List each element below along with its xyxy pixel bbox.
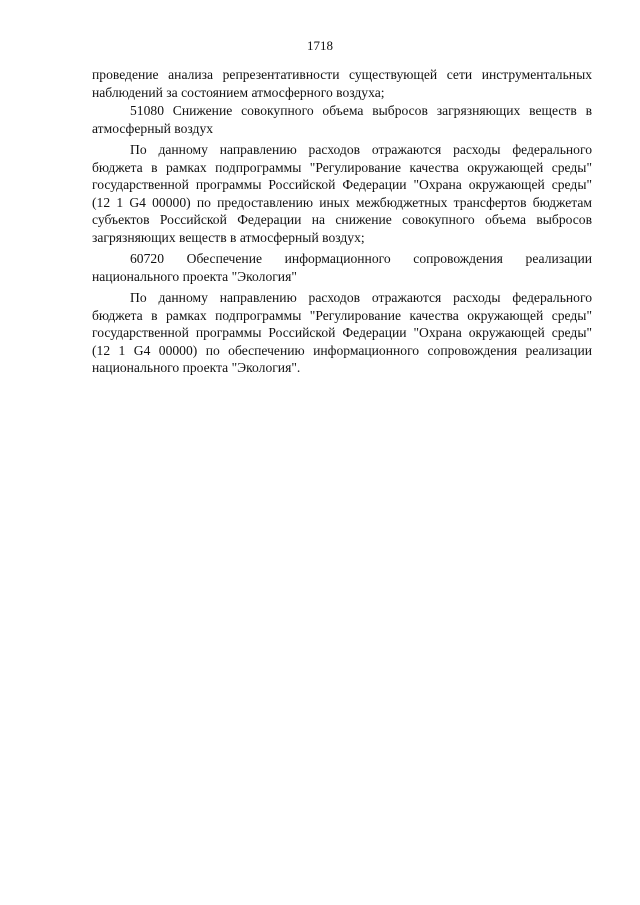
paragraph-code-51080-heading: 51080 Снижение совокупного объема выбросов загрязняющих веществ в атмосферный воздух [92,103,592,136]
page-number: 1718 [307,38,333,53]
paragraph-code-60720-description: По данному направлению расходов отражаются расходы федерального бюджета в рамках подпрограммы "Регулирование качества окружающей среды" государственной программы Российской Федерации "Охрана окружающей среды" (12 1 G4 00000) по обеспечению информационного сопровождения реализации национального проекта "Экология". [92,290,592,375]
paragraph-code-51080-description: По данному направлению расходов отражаются расходы федерального бюджета в рамках подпрограммы "Регулирование качества окружающей среды" государственной программы Российской Федерации "Охрана окружающей среды" (12 1 G4 00000) по предоставлению иных межбюджетных трансфертов бюджетам субъектов Российской Федерации на снижение совокупного объема выбросов загрязняющих веществ в атмосферный воздух; [92,142,592,245]
paragraph-continuation: проведение анализа репрезентативности существующей сети инструментальных наблюдений за состоянием атмосферного воздуха; [92,67,592,100]
paragraph-code-60720-heading: 60720 Обеспечение информационного сопровождения реализации национального проекта "Экология" [92,251,592,284]
document-body [92,66,592,378]
